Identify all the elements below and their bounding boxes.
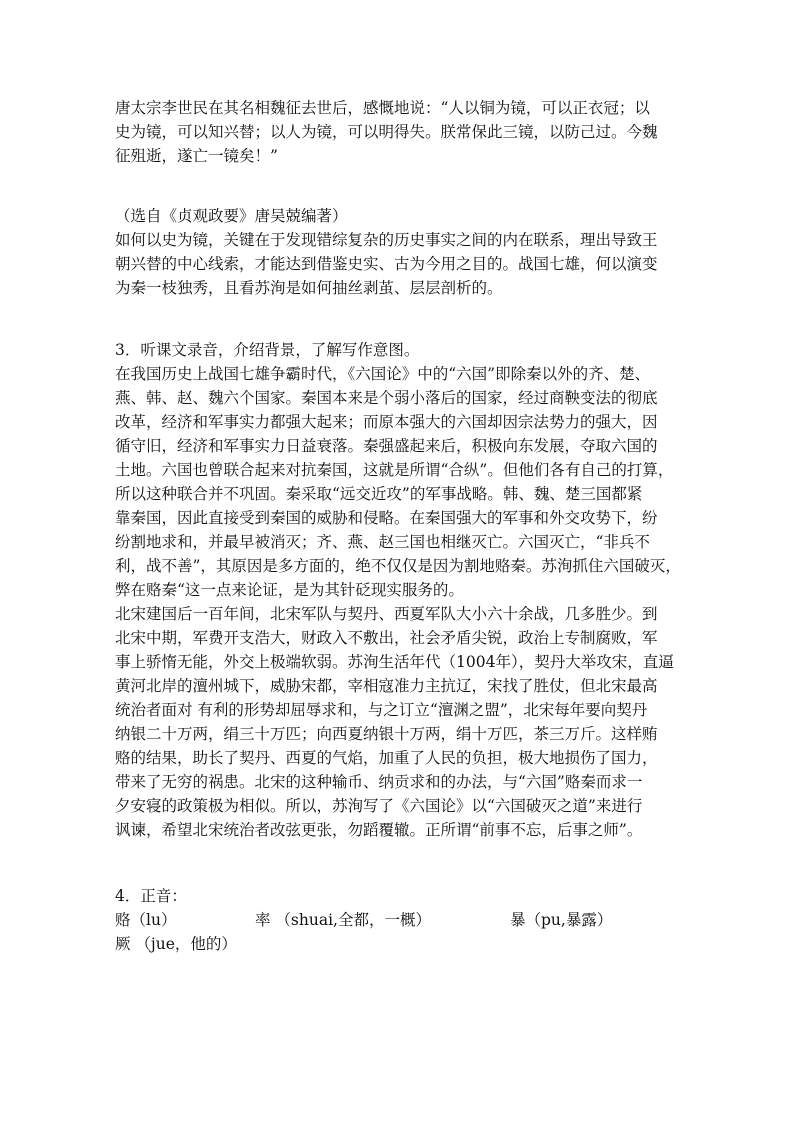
paragraph-3-line: 弊在赂秦“这一点来论证，是为其针砭现实服务的。 (115, 581, 464, 599)
paragraph-3-line: 利，战不善”，其原因是多方面的，绝不仅仅是因为割地赂秦。苏洵抓住六国破灭， (115, 557, 681, 575)
paragraph-2-line: 朝兴替的中心线索，才能达到借鉴史实、古为今用之目的。战国七雄，何以演变 (115, 255, 658, 273)
paragraph-1-line: 史为镜，可以知兴替；以人为镜，可以明得失。朕常保此三镜，以防己过。今魏 (115, 123, 658, 141)
paragraph-4-line: 夕安寝的政策极为相似。所以，苏洵写了《六国论》以“六国破灭之道”来进行 (115, 797, 643, 815)
paragraph-3-line: 循守旧，经济和军事实力日益衰落。秦强盛起来后，积极向东发展，夺取六国的 (115, 437, 658, 455)
paragraph-3-line: 所以这种联合并不巩固。秦采取“远交近攻”的军事战略。韩、魏、楚三国都紧 (115, 485, 643, 503)
paragraph-3-line: 纷割地求和，并最早被消灭；齐、燕、赵三国也相继灭亡。六国灭亡，“非兵不 (115, 533, 650, 551)
paragraph-3-line: 土地。六国也曾联合起来对抗秦国，这就是所谓“合纵”。但他们各有自己的打算， (115, 461, 674, 479)
paragraph-2-line: 为秦一枝独秀，且看苏洵是如何抽丝剥茧、层层剖析的。 (115, 279, 503, 297)
paragraph-1-line: 征殂逝，遂亡一镜矣！” (115, 147, 278, 165)
paragraph-4-line: 讽谏，希望北宋统治者改弦更张，勿蹈覆辙。正所谓“前事不忘，后事之师”。 (115, 821, 643, 839)
pronunciation-item: 赂（lu） (115, 911, 177, 929)
paragraph-3-line: 改革，经济和军事实力都强大起来；而原本强大的六国却因宗法势力的强大，因 (115, 413, 658, 431)
paragraph-3-line: 燕、韩、赵、魏六个国家。秦国本来是个弱小落后的国家，经过商鞅变法的彻底 (115, 389, 658, 407)
paragraph-1-line: 唐太宗李世民在其名相魏征去世后，感慨地说：“人以铜为镜，可以正衣冠；以 (115, 99, 650, 117)
pronunciation-item: 厥 （jue，他的） (115, 935, 237, 953)
paragraph-4-line: 北宋建国后一百年间，北宋军队与契丹、西夏军队大小六十余战，几多胜少。到 (115, 605, 658, 623)
pronunciation-row (115, 910, 683, 930)
source-note: （选自《贞观政要》唐吴兢编著） (115, 207, 348, 225)
paragraph-4-line: 统治者面对 有利的形势却屈辱求和，与之订立“澶渊之盟”，北宋每年要向契丹 (115, 701, 648, 719)
paragraph-3-line: 在我国历史上战国七雄争霸时代，《六国论》中的“六国”即除秦以外的齐、楚、 (115, 365, 651, 383)
pronunciation-row (115, 934, 683, 954)
paragraph-2-line: 如何以史为镜，关键在于发现错综复杂的历史事实之间的内在联系，理出导致王 (115, 231, 658, 249)
paragraph-4-line: 纳银二十万两，绢三十万匹；向西夏纳银十万两，绢十万匹，茶三万斤。这样贿 (115, 725, 658, 743)
pronunciation-item: 暴（pu,暴露） (510, 911, 613, 929)
paragraph-4-line: 带来了无穷的祸患。北宋的这种输币、纳贡求和的办法，与“六国”赂秦而求一 (115, 773, 643, 791)
paragraph-3-line: 靠秦国，因此直接受到秦国的威胁和侵略。在秦国强大的军事和外交攻势下，纷 (115, 509, 658, 527)
paragraph-4-line: 事上骄惰无能，外交上极端软弱。苏洵生活年代（1004年），契丹大举攻宋，直逼 (115, 653, 674, 671)
paragraph-4-line: 黄河北岸的澶州城下，威胁宋都，宰相寇准力主抗辽，宋找了胜仗，但北宋最高 (115, 677, 658, 695)
section-3-heading: 3．听课文录音，介绍背景，了解写作意图。 (115, 341, 420, 359)
paragraph-4-line: 赂的结果，助长了契丹、西夏的气焰，加重了人民的负担，极大地损伤了国力， (115, 749, 658, 767)
section-4-heading: 4．正音： (115, 887, 187, 905)
paragraph-4-line: 北宋中期，军费开支浩大，财政入不敷出，社会矛盾尖锐，政治上专制腐败，军 (115, 629, 658, 647)
pronunciation-item: 率 （shuai,全都，一概） (255, 911, 431, 929)
